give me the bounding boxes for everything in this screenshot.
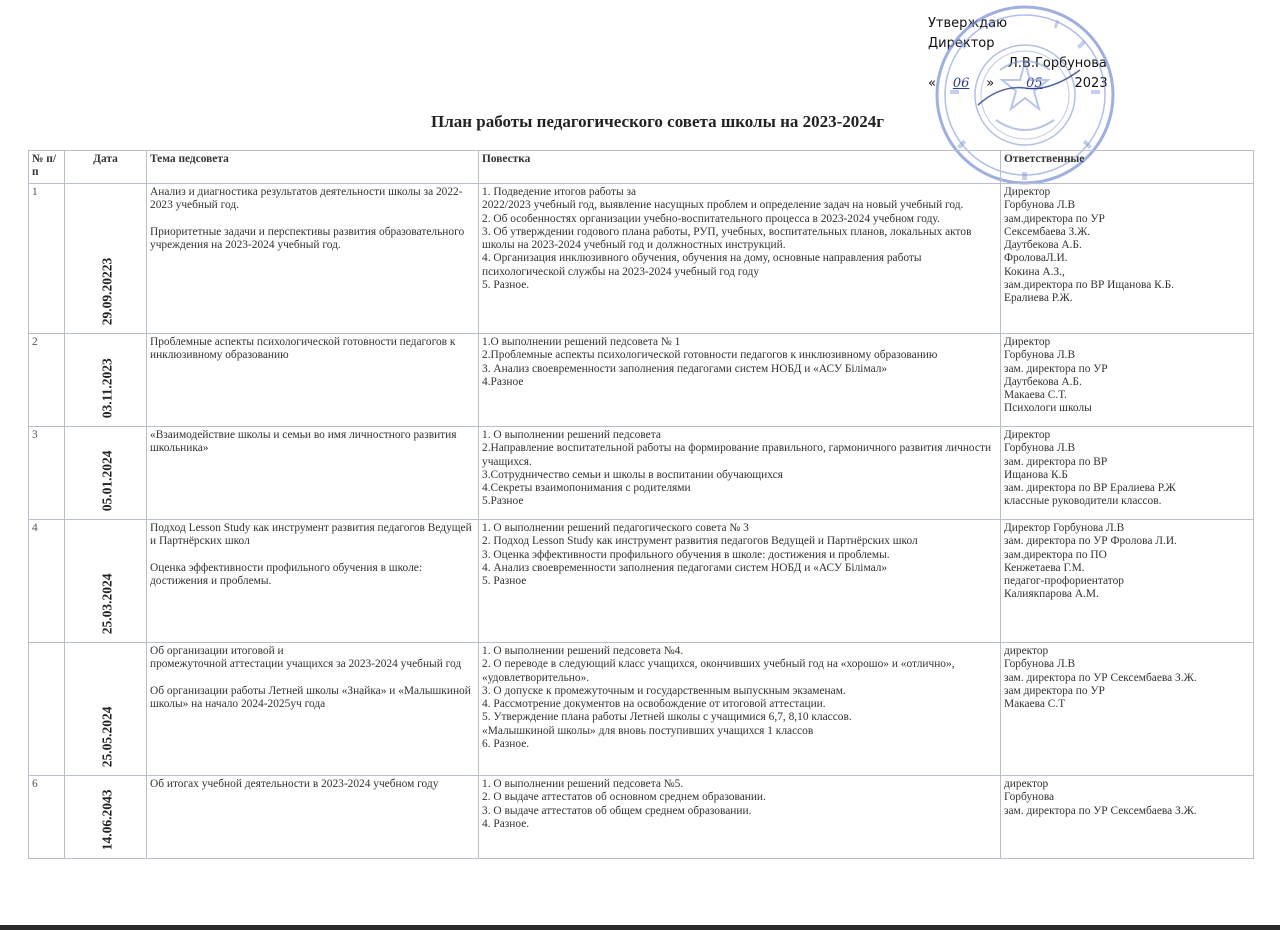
topic-line bbox=[150, 213, 475, 226]
row-responsible bbox=[1001, 776, 1254, 859]
topic-line: Анализ и диагностика результатов деятельности школы за 2022-2023 учебный год. bbox=[150, 186, 463, 212]
row-date-cell bbox=[65, 334, 147, 427]
responsible-line: Кенжетаева Г.М. bbox=[1004, 561, 1085, 574]
table-row bbox=[29, 334, 1254, 427]
row-responsible bbox=[1001, 184, 1254, 334]
responsible-line: Макаева С.Т bbox=[1004, 698, 1066, 711]
row-agenda bbox=[479, 643, 1001, 776]
table-row bbox=[29, 427, 1254, 520]
responsible-line: Горбунова bbox=[1004, 791, 1055, 804]
page-title: План работы педагогического совета школы на 2023-2024г bbox=[430, 112, 885, 131]
responsible-line: зам. директора по ВР bbox=[1004, 455, 1108, 468]
table-row bbox=[29, 520, 1254, 643]
header-num: № п/п bbox=[29, 151, 65, 184]
responsible-line: зам. директора по ВР Ералиева Р.Ж bbox=[1004, 482, 1176, 495]
table-header-row bbox=[29, 151, 1254, 184]
responsible-line: зам. директора по УР bbox=[1004, 362, 1108, 375]
responsible-line: Горбунова Л.В bbox=[1004, 658, 1076, 671]
row-number: 4 bbox=[29, 520, 65, 643]
topic-line: Приоритетные задачи и перспективы развития образовательного учреждения на 2023-2024 учебный год. bbox=[150, 225, 465, 251]
agenda-line: 2.Направление воспитательной работы на формирование правильного, гармоничного развития личности учащихся. bbox=[482, 442, 992, 468]
row-number: 1 bbox=[29, 184, 65, 334]
agenda-line: 3. О выдаче аттестатов об общем среднем образовании. bbox=[482, 804, 752, 817]
agenda-line: 1. О выполнении решений педсовета №4. bbox=[482, 645, 684, 657]
row-topic bbox=[147, 334, 479, 427]
topic-line: Об организации итоговой и bbox=[150, 645, 284, 657]
row-date-cell bbox=[65, 184, 147, 334]
responsible-line: зам директора по УР bbox=[1004, 684, 1105, 697]
responsible-line: зам. директора по УР Сексембаева З.Ж. bbox=[1004, 804, 1197, 817]
agenda-line: 2022/2023 учебный год, выявление насущных проблем и определение задач на новый учебный год. bbox=[482, 199, 964, 212]
row-topic bbox=[147, 776, 479, 859]
agenda-line: «Малышкиной школы» для вновь поступивших учащихся 1 классов bbox=[482, 724, 814, 737]
responsible-line: Горбунова Л.В bbox=[1004, 199, 1076, 212]
topic-line: промежуточной аттестации учащихся за 2023-2024 учебный год bbox=[150, 658, 462, 671]
row-agenda bbox=[479, 334, 1001, 427]
header-responsible: Ответственные bbox=[1001, 151, 1254, 184]
agenda-line: 1.О выполнении решений педсовета № 1 bbox=[482, 336, 681, 348]
row-date-cell bbox=[65, 427, 147, 520]
approval-month: 05 bbox=[1026, 76, 1043, 91]
row-responsible bbox=[1001, 520, 1254, 643]
row-date-cell bbox=[65, 776, 147, 859]
agenda-line: 4. Организация инклюзивного обучения, обучения на дому, основные направления работы психологической службы на 2023-2024 учебный год году bbox=[482, 252, 922, 278]
signer-name: Л.В.Горбунова bbox=[1008, 56, 1107, 71]
header-agenda: Повестка bbox=[479, 151, 1001, 184]
agenda-line: 4.Секреты взаимопонимания с родителями bbox=[482, 482, 691, 495]
agenda-line: 1. О выполнении решений педсовета №5. bbox=[482, 778, 684, 790]
responsible-line: зам.директора по ПО bbox=[1004, 548, 1107, 561]
agenda-line: 3. О допуске к промежуточным и государственным выпускным экзаменам. bbox=[482, 684, 846, 697]
row-date: 05.01.2024 bbox=[99, 450, 115, 511]
agenda-line: 4.Разное bbox=[482, 375, 524, 388]
agenda-line: 5. Разное. bbox=[482, 279, 530, 292]
agenda-line: 2. Подход Lesson Study как инструмент развития педагогов Ведущей и Партнёрских школ bbox=[482, 535, 918, 548]
table-row bbox=[29, 643, 1254, 776]
agenda-line: 2.Проблемные аспекты психологической готовности педагогов к инклюзивному образованию bbox=[482, 349, 938, 362]
approval-line-2: Директор bbox=[928, 36, 995, 51]
responsible-line: Директор Горбунова Л.В bbox=[1004, 522, 1125, 534]
responsible-line: зам.директора по УР bbox=[1004, 212, 1105, 225]
responsible-line: Даутбекова А.Б. bbox=[1004, 239, 1082, 252]
row-agenda bbox=[479, 776, 1001, 859]
agenda-line: 5.Разное bbox=[482, 495, 524, 508]
agenda-line: 2. О выдаче аттестатов об основном среднем образовании. bbox=[482, 791, 766, 804]
row-number: 6 bbox=[29, 776, 65, 859]
responsible-line: Горбунова Л.В bbox=[1004, 349, 1076, 362]
topic-line: Подход Lesson Study как инструмент развития педагогов Ведущей и Партнёрских школ bbox=[150, 522, 472, 548]
row-date: 14.06.2043 bbox=[99, 789, 115, 850]
agenda-line: 2. Об особенностях организации учебно-воспитательного процесса в 2023-2024 учебном году. bbox=[482, 212, 940, 225]
agenda-line: 3.Сотрудничество семьи и школы в воспитании обучающихся bbox=[482, 468, 783, 481]
header-date: Дата bbox=[65, 151, 147, 184]
table-row bbox=[29, 776, 1254, 859]
row-agenda bbox=[479, 427, 1001, 520]
row-topic bbox=[147, 427, 479, 520]
row-date: 29.09.20223 bbox=[99, 257, 115, 325]
row-date-cell bbox=[65, 520, 147, 643]
row-topic bbox=[147, 184, 479, 334]
row-topic bbox=[147, 643, 479, 776]
header-topic: Тема педсовета bbox=[147, 151, 479, 184]
agenda-line: 3. Об утверждении годового плана работы, РУП, учебных, воспитательных планов, локальных актов школы на 2023-2024 учебный год и должностных инструкций. bbox=[482, 225, 972, 252]
row-responsible bbox=[1001, 427, 1254, 520]
approval-block bbox=[928, 14, 1143, 94]
agenda-line: 4. Анализ своевременности заполнения педагогами систем НОБД и «АСУ Білімал» bbox=[482, 561, 888, 574]
topic-line bbox=[150, 549, 475, 562]
page-bottom-edge bbox=[0, 925, 1280, 930]
topic-line: Об итогах учебной деятельности в 2023-2024 учебном году bbox=[150, 778, 439, 790]
agenda-line: 1. О выполнении решений педсовета bbox=[482, 429, 661, 441]
row-topic bbox=[147, 520, 479, 643]
row-date-cell bbox=[65, 643, 147, 776]
agenda-line: 2. О переводе в следующий класс учащихся, окончивших учебный год на «хорошо» и «отлично», «удовлетворительно». bbox=[482, 658, 955, 684]
approval-year: 2023 bbox=[1074, 76, 1108, 91]
responsible-line: Ералиева Р.Ж. bbox=[1004, 292, 1073, 305]
approval-line-1: Утверждаю bbox=[928, 16, 1008, 31]
responsible-line: директор bbox=[1004, 778, 1049, 790]
agenda-line: 1. Подведение итогов работы за bbox=[482, 186, 636, 198]
agenda-line: 3. Анализ своевременности заполнения педагогами систем НОБД и «АСУ Білімал» bbox=[482, 362, 888, 375]
agenda-line: 5. Разное bbox=[482, 575, 527, 588]
responsible-line: Ищанова К.Б bbox=[1004, 468, 1068, 481]
topic-line: Проблемные аспекты психологической готовности педагогов к инклюзивному образованию bbox=[150, 336, 456, 362]
row-date: 25.05.2024 bbox=[99, 706, 115, 767]
responsible-line: классные руководители классов. bbox=[1004, 495, 1162, 508]
responsible-line: директор bbox=[1004, 645, 1049, 657]
responsible-line: ФроловаЛ.И. bbox=[1004, 252, 1068, 265]
table-row bbox=[29, 184, 1254, 334]
responsible-line: Калиякпарова А.М. bbox=[1004, 588, 1099, 601]
approval-date: « 06 » 05 2023 bbox=[928, 74, 1143, 94]
row-date: 03.11.2023 bbox=[99, 357, 115, 418]
responsible-line: педагог-профориентатор bbox=[1004, 575, 1125, 588]
responsible-line: Директор bbox=[1004, 336, 1051, 348]
agenda-line: 1. О выполнении решений педагогического совета № 3 bbox=[482, 522, 749, 534]
topic-line: Оценка эффективности профильного обучения в школе: достижения и проблемы. bbox=[150, 561, 422, 587]
responsible-line: Директор bbox=[1004, 186, 1051, 198]
agenda-line: 5. Утверждение плана работы Летней школы с учащимися 6,7, 8,10 классов. bbox=[482, 711, 852, 724]
agenda-line: 3. Оценка эффективности профильного обучения в школе: достижения и проблемы. bbox=[482, 548, 890, 561]
topic-line bbox=[150, 672, 475, 685]
plan-table bbox=[28, 150, 1254, 859]
row-number: 2 bbox=[29, 334, 65, 427]
approval-day: 06 bbox=[952, 76, 970, 91]
responsible-line: зам. директора по УР Сексембаева З.Ж. bbox=[1004, 671, 1197, 684]
row-responsible bbox=[1001, 334, 1254, 427]
row-agenda bbox=[479, 184, 1001, 334]
responsible-line: Горбунова Л.В bbox=[1004, 442, 1076, 455]
responsible-line: Директор bbox=[1004, 429, 1051, 441]
topic-line: «Взаимодействие школы и семьи во имя личностного развития школьника» bbox=[150, 429, 457, 455]
responsible-line: Кокина А.З., bbox=[1004, 265, 1065, 278]
row-responsible bbox=[1001, 643, 1254, 776]
agenda-line: 4. Рассмотрение документов на освобождение от итоговой аттестации. bbox=[482, 698, 826, 711]
responsible-line: Психологи школы bbox=[1004, 402, 1092, 415]
row-number bbox=[29, 643, 65, 776]
responsible-line: зам. директора по УР Фролова Л.И. bbox=[1004, 535, 1177, 548]
agenda-line: 6. Разное. bbox=[482, 738, 530, 751]
row-number: 3 bbox=[29, 427, 65, 520]
row-date: 25.03.2024 bbox=[99, 573, 115, 634]
responsible-line: Сексембаева З.Ж. bbox=[1004, 225, 1091, 238]
topic-line: Об организации работы Летней школы «Знайка» и «Малышкиной школы» на начало 2024-2025уч года bbox=[150, 684, 471, 710]
row-agenda bbox=[479, 520, 1001, 643]
agenda-line: 4. Разное. bbox=[482, 817, 530, 830]
responsible-line: Макаева С.Т. bbox=[1004, 389, 1067, 402]
table-body bbox=[29, 184, 1254, 859]
responsible-line: зам.директора по ВР Ищанова К.Б. bbox=[1004, 279, 1174, 292]
responsible-line: Даутбекова А.Б. bbox=[1004, 375, 1082, 388]
